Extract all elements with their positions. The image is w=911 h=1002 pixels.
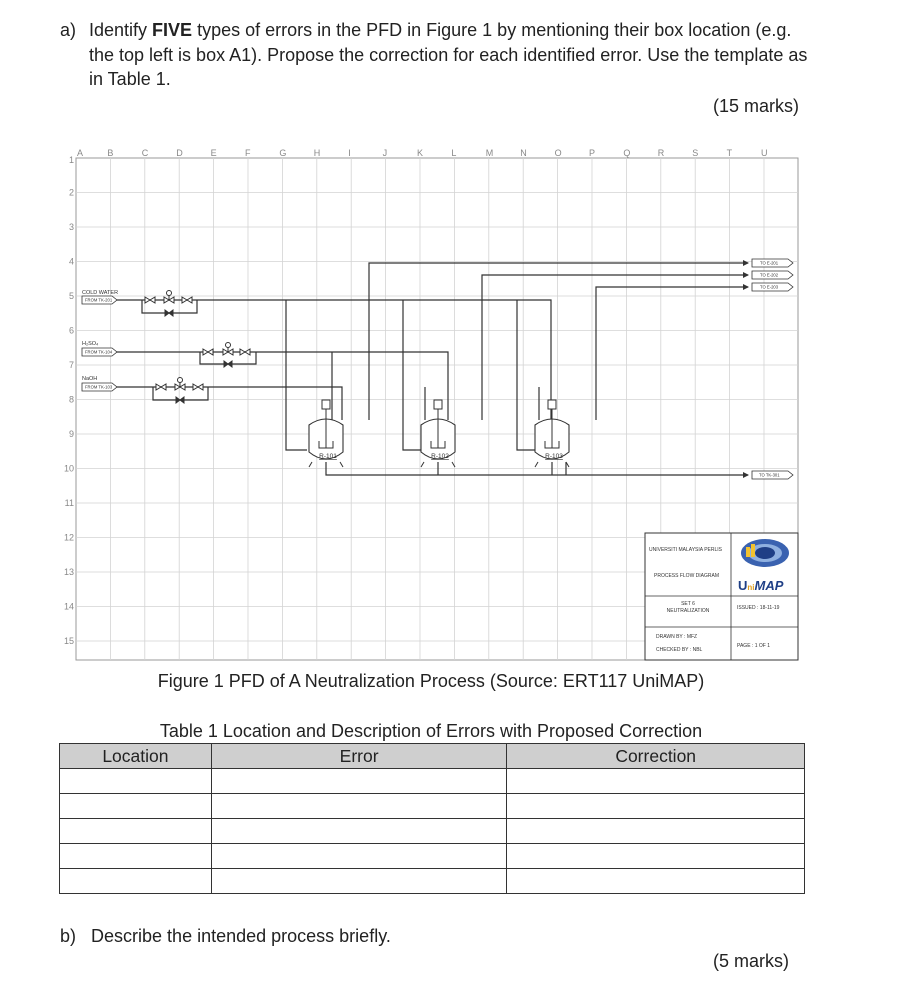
- grid-col-N: N: [520, 148, 527, 158]
- grid-col-M: M: [485, 148, 494, 158]
- grid-col-S: S: [692, 148, 699, 158]
- grid-col-T: T: [726, 148, 733, 158]
- grid-col-P: P: [589, 148, 596, 158]
- reactor-label-r101: R-101: [319, 453, 337, 460]
- tb-set-line1: SET 6: [681, 601, 695, 607]
- correction-cell[interactable]: [507, 844, 805, 869]
- svg-text:UniMAP: [738, 578, 784, 593]
- grid-row-14: 14: [63, 601, 74, 612]
- reactor-label-r103: R-103: [545, 453, 563, 460]
- table-header-row: [60, 744, 805, 769]
- errors-table: [59, 743, 805, 894]
- grid-col-H: H: [313, 148, 321, 158]
- grid-row-12: 12: [63, 532, 74, 543]
- error-cell[interactable]: [211, 794, 507, 819]
- title-block: [645, 533, 798, 660]
- grid-col-U: U: [761, 148, 768, 158]
- question-a-text-pre: Identify: [89, 20, 153, 40]
- tb-issued: ISSUED : 18-11-19: [737, 605, 780, 611]
- question-b-text: Describe the intended process briefly.: [91, 926, 391, 946]
- location-cell[interactable]: [60, 844, 212, 869]
- grid-col-G: G: [279, 148, 287, 158]
- grid-col-Q: Q: [623, 148, 631, 158]
- correction-cell[interactable]: [507, 794, 805, 819]
- table-row: [60, 769, 805, 794]
- header-error: Error: [211, 744, 507, 769]
- pfd-figure: [0, 140, 911, 670]
- grid-column-labels: [77, 148, 768, 158]
- grid-row-2: 2: [68, 187, 74, 198]
- to-e202-tag: TO E-202: [760, 272, 779, 278]
- question-a-text-bold: FIVE: [152, 20, 193, 40]
- grid-col-A: A: [77, 148, 84, 158]
- header-location: Location: [60, 744, 212, 769]
- figure-caption: Figure 1 PFD of A Neutralization Process (Source: ERT117 UniMAP): [157, 671, 705, 691]
- tb-page: PAGE : 1 OF 1: [737, 643, 770, 649]
- grid-col-K: K: [417, 148, 424, 158]
- grid-row-6: 6: [68, 325, 74, 336]
- question-a-text-post: types of errors in the PFD in Figure 1 by mentioning their box location (e.g. the top left is box A1). Propose the correction for each identified error. Use the template as in Table 1.: [89, 20, 808, 89]
- question-a-marks: (15 marks): [713, 96, 800, 116]
- location-cell[interactable]: [60, 794, 212, 819]
- from-tk104-tag: FROM TK-104: [85, 349, 113, 355]
- grid-row-11: 11: [64, 498, 74, 508]
- location-cell[interactable]: [60, 769, 212, 794]
- grid-row-4: 4: [68, 256, 74, 267]
- table-caption: Table 1 Location and Description of Errors with Proposed Correction: [159, 721, 703, 741]
- grid-col-F: F: [245, 148, 251, 158]
- location-cell[interactable]: [60, 869, 212, 894]
- grid-row-10: 10: [63, 463, 74, 474]
- table-row: [60, 819, 805, 844]
- grid-col-E: E: [210, 148, 217, 158]
- grid-col-O: O: [554, 148, 562, 158]
- grid-row-15: 15: [63, 636, 74, 646]
- grid-col-J: J: [382, 148, 388, 158]
- table-row: [60, 794, 805, 819]
- question-b-label: b): [60, 926, 77, 946]
- grid-row-13: 13: [63, 567, 74, 577]
- reactor-label-r102: R-102: [431, 453, 449, 460]
- grid-col-C: C: [141, 148, 149, 158]
- to-tk301-tag: TO TK-301: [759, 472, 780, 478]
- grid-row-1: 1: [68, 155, 74, 165]
- to-e201-tag: TO E-201: [760, 260, 779, 266]
- error-cell[interactable]: [211, 869, 507, 894]
- tb-drawn-by: DRAWN BY : MFZ: [656, 634, 698, 640]
- logo-u: U: [738, 578, 748, 593]
- h2so4-label: H₂SO₄: [82, 341, 99, 347]
- header-correction: Correction: [507, 744, 805, 769]
- location-cell[interactable]: [60, 819, 212, 844]
- question-a-text: [89, 18, 819, 92]
- logo-ni: ni: [747, 583, 755, 592]
- correction-cell[interactable]: [507, 769, 805, 794]
- naoh-label: NaOH: [82, 376, 98, 382]
- logo-map: MAP: [754, 578, 784, 593]
- error-cell[interactable]: [211, 844, 507, 869]
- grid-col-D: D: [176, 148, 183, 158]
- table-row: [60, 844, 805, 869]
- error-cell[interactable]: [211, 769, 507, 794]
- to-e203-tag: TO E-203: [760, 284, 779, 290]
- from-tk103-tag: FROM TK-103: [85, 384, 113, 390]
- table-body: [60, 769, 805, 894]
- from-tk201-tag: FROM TK-201: [85, 297, 113, 303]
- question-b: [60, 926, 391, 947]
- tb-university: UNIVERSITI MALAYSIA PERLIS: [649, 547, 722, 553]
- error-cell[interactable]: [211, 819, 507, 844]
- grid-row-7: 7: [68, 360, 74, 370]
- tb-checked-by: CHECKED BY : NBL: [656, 647, 703, 653]
- grid-col-R: R: [657, 148, 665, 158]
- tb-set-line2: NEUTRALIZATION: [666, 608, 710, 614]
- question-b-marks: (5 marks): [713, 951, 789, 971]
- grid-col-I: I: [348, 148, 351, 158]
- cold-water-label: COLD WATER: [82, 290, 119, 296]
- question-a-label: a): [60, 20, 77, 40]
- table-row: [60, 869, 805, 894]
- grid-col-L: L: [451, 148, 457, 158]
- grid-row-labels: [64, 155, 74, 646]
- tb-diagram-type: PROCESS FLOW DIAGRAM: [654, 573, 720, 579]
- grid-row-9: 9: [68, 429, 74, 439]
- grid-row-8: 8: [68, 394, 74, 405]
- grid-row-3: 3: [68, 222, 74, 232]
- correction-cell[interactable]: [507, 869, 805, 894]
- grid-row-5: 5: [68, 291, 74, 301]
- grid-col-B: B: [107, 148, 114, 158]
- correction-cell[interactable]: [507, 819, 805, 844]
